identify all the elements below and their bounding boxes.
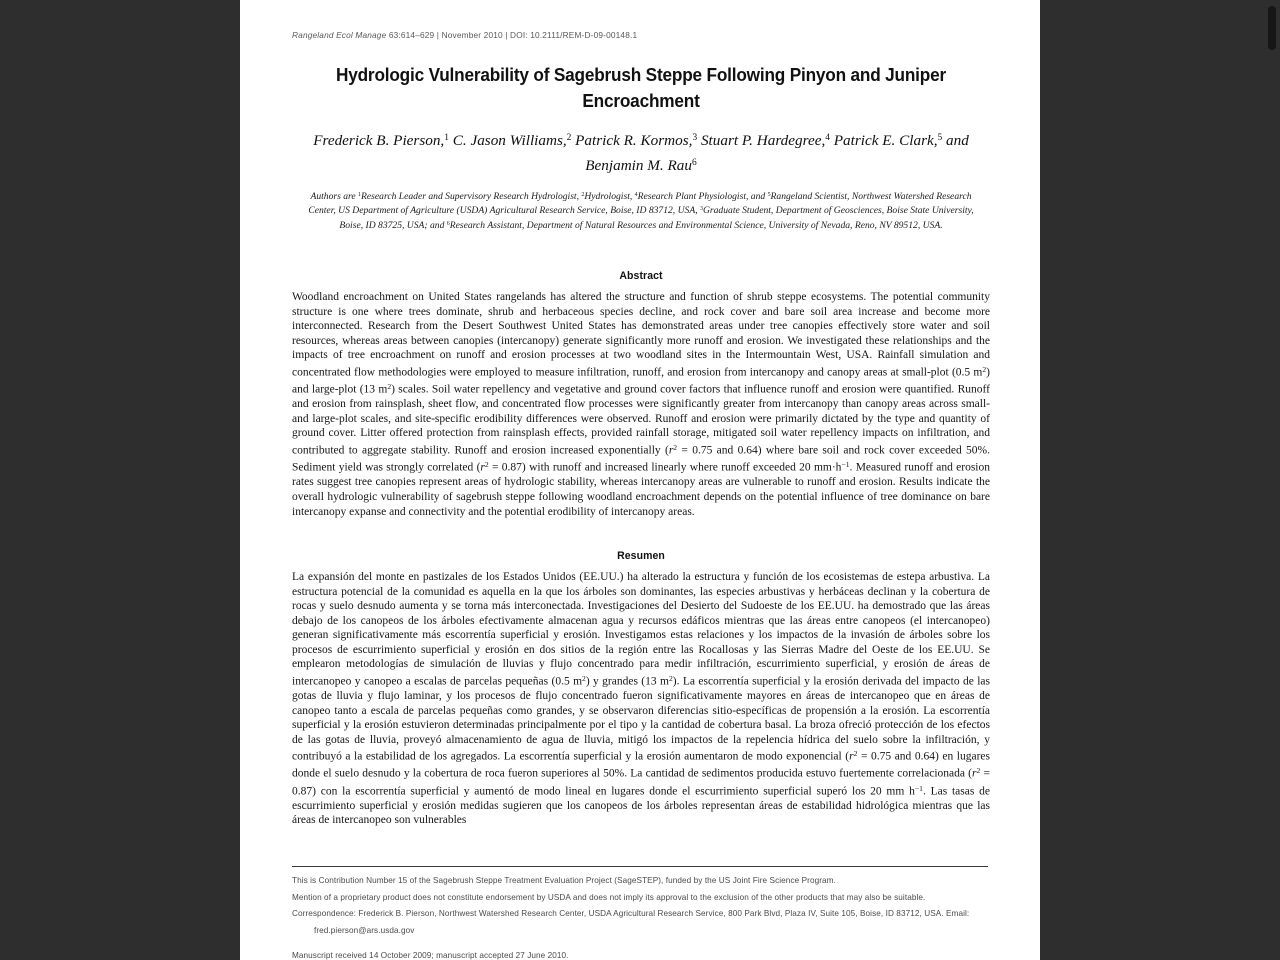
footnote-contribution: This is Contribution Number 15 of the Sagebrush Steppe Treatment Evaluation Project (SageSTEP), funded by the US Joint Fire Science Program. — [292, 876, 836, 885]
resumen-heading: Resumen — [617, 550, 665, 563]
journal-name: Rangeland Ecol Manage — [292, 30, 387, 40]
footnote-spacer — [292, 941, 988, 949]
journal-citation: 63:614–629 | November 2010 | DOI: 10.2111/REM-D-09-00148.1 — [386, 30, 638, 40]
footnote-email-line — [292, 924, 988, 937]
author-list: Frederick B. Pierson,$^1$ C. Jason Williams,$^2$ Patrick R. Kormos,$^3$ Stuart P. Hardegree,$^4$ Patrick E. Clark,$^5$ and Benjamin M. Rau$^6$ — [313, 131, 969, 174]
footnote-email[interactable]: fred.pierson@ars.usda.gov — [314, 926, 415, 936]
vertical-scrollbar-track[interactable] — [1263, 0, 1280, 960]
footnote-block — [292, 866, 988, 960]
resumen-text: La expansión del monte en pastizales de los Estados Unidos (EE.UU.) ha alterado la estructura y función de los ecosistemas de estepa arbustiva. La estructura potencial de la comunidad es aquella en la que los árboles son dominantes, las especies arbustivas y herbáceas declinan y la cobertura de rocas y suelo desnudo aumenta y se torna más interconectada. Investigaciones del Desierto del Sudoeste de los EE.UU. ha demostrado que las áreas debajo de los canopeos de los árboles efectivamente almacenan agua y recursos edáficos mientras que las áreas entre canopeos (el intercanopeo) generan significativamente más escorrentía superficial y erosión. Investigamos estas relaciones y los impactos de la invasión de árboles sobre los procesos de escurrimiento superficial y erosión en dos sitios de la región entre las Rocallosas y las Sierras Madre del Oeste de los EE.UU. Se emplearon metodologías de simulación de lluvias y flujo concentrado para medir infiltración, escurrimiento superficial, y erosión de áreas de intercanopeo y canopeo a escalas de parcelas pequeñas (0.5 $m^2$) y grandes (13 $m^2$). La escorrentía superficial y la erosión derivada del impacto de las gotas de lluvia y flujo laminar, y los procesos de flujo concentrado fueron significativamente mayores en áreas de intercanopeo que en áreas de canopeo tanto a escala de parcelas pequeñas como grandes, y se observaron diferencias sitio-específicas de propensión a la erosión. La escorrentía superficial y la erosión estuvieron determinadas principalmente por el tipo y la cantidad de cobertura basal. La broza ofreció protección de los efectos de las gotas de lluvia, proveyó almacenamiento de agua de lluvia, mitigó los impactos de la repelencia hídrica del suelo sobre la infiltración, y contribuyó a la estabilidad de los agregados. La escorrentía superficial y la erosión aumentaron de modo exponencial ($r^2 = 0.75$ and 0.64) en lugares donde el suelo desnudo y la cobertura de roca fueron superiores al 50%. La cantidad de sedimentos producida estuvo fuertemente correlacionada $(r^2 = 0.87)$ con la escorrentía superficial y aumentó de modo lineal en lugares donde el escurrimiento superficial superó los 20 mm $h^{-1}$. Las tasas de escurrimiento superficial y erosión medidas sugieren que los canopeos de los árboles representan áreas de estabilidad hidrológica mientras que las áreas de intercanopeo son vulnerables — [292, 571, 990, 827]
author-affiliations: Authors are $^1$Research Leader and Supervisory Research Hydrologist, $^2$Hydrologist, $^4$Research Plant Physiologist, and $^5$Rangeland Scientist, Northwest Watershed Research Center, US Department of Agriculture (USDA) Agricultural Research Service, Boise, ID 83712, USA, $^3$Graduate Student, Department of Geosciences, Boise State University, Boise, ID 83725, USA; and $^6$Research Assistant, Department of Natural Resources and Environmental Science, University of Nevada, Reno, NV 89512, USA. — [308, 190, 974, 231]
page-title: Hydrologic Vulnerability of Sagebrush Steppe Following Pinyon and Juniper Encroachment — [335, 64, 946, 111]
vertical-scrollbar-thumb[interactable] — [1268, 6, 1276, 50]
page-content — [240, 0, 1040, 960]
abstract-heading: Abstract — [619, 270, 663, 283]
footnote-manuscript-dates: Manuscript received 14 October 2009; manuscript accepted 27 June 2010. — [292, 950, 569, 960]
resumen-section — [292, 550, 990, 828]
footnote-disclaimer: Mention of a proprietary product does not constitute endorsement by USDA and does not imply its approval to the exclusion of the other products that may also be suitable. — [292, 892, 926, 902]
document-page — [240, 0, 1040, 960]
abstract-text: Woodland encroachment on United States rangelands has altered the structure and function of shrub steppe ecosystems. The potential community structure is one where trees dominate, shrub and herbaceous species decline, and rock cover and bare soil area increase and become more interconnected. Research from the Desert Southwest United States has demonstrated areas under tree canopies effectively store water and soil resources, whereas areas between canopies (intercanopy) generate significantly more runoff and erosion. We investigated these relationships and the impacts of tree encroachment on runoff and erosion processes at two woodland sites in the Intermountain West, USA. Rainfall simulation and concentrated flow methodologies were employed to measure infiltration, runoff, and erosion from intercanopy and canopy areas at small-plot (0.5 $m^2$) and large-plot (13 $m^2$) scales. Soil water repellency and vegetative and ground cover factors that influence runoff and erosion were quantified. Runoff and erosion from rainsplash, sheet flow, and concentrated flow processes were significantly greater from intercanopy than canopy areas across small- and large-plot scales, and site-specific erodibility differences were observed. Runoff and erosion were primarily dictated by the type and quantity of ground cover. Litter offered protection from rainsplash effects, provided rainfall storage, mitigated soil water repellency impacts on infiltration, and contributed to aggregate stability. Runoff and erosion increased exponentially ($r^2 = 0.75$ and 0.64) where bare soil and rock cover exceeded 50%. Sediment yield was strongly correlated $(r^2 = 0.87)$ with runoff and increased linearly where runoff exceeded 20 $mm\cdot h^{-1}$. Measured runoff and erosion rates suggest tree canopies represent areas of hydrologic stability, whereas intercanopy areas are vulnerable to runoff and erosion. Results indicate the overall hydrologic vulnerability of sagebrush steppe following woodland encroachment depends on the potential influence of tree dominance on bare intercanopy expanse and connectivity and the potential erodibility of intercanopy areas. — [292, 291, 990, 518]
footnote-correspondence: Correspondence: Frederick B. Pierson, Northwest Watershed Research Center, USDA Agricultural Research Service, 800 Park Blvd, Plaza IV, Suite 105, Boise, ID 83712, USA. Email: — [292, 909, 970, 919]
abstract-section — [292, 270, 990, 519]
journal-running-head — [292, 30, 990, 40]
footnote-divider — [292, 866, 988, 867]
